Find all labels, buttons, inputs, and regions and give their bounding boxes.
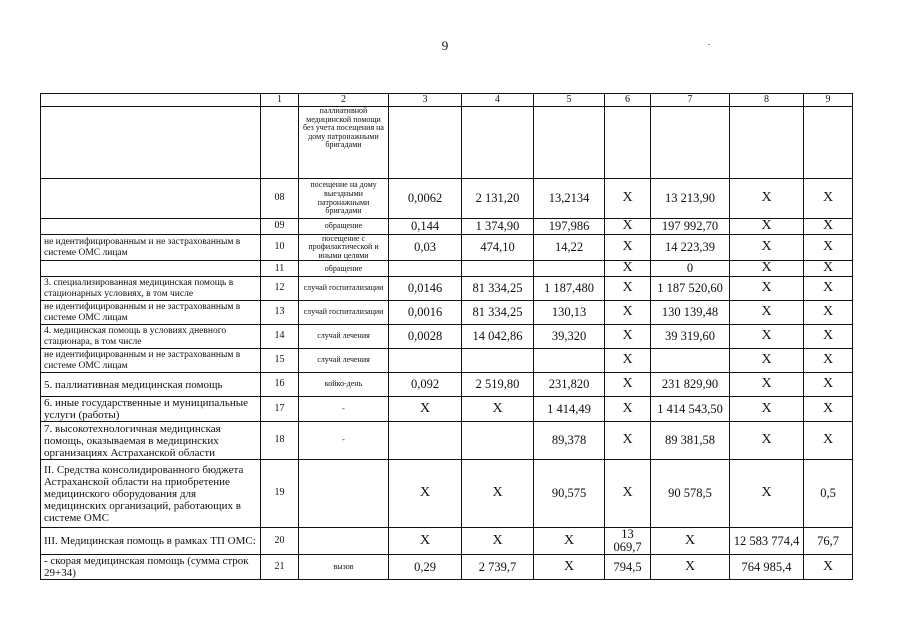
value-cell-c9: 764 985,4 bbox=[730, 555, 804, 580]
value-cell-c6: 14,22 bbox=[534, 234, 605, 261]
value-cell-c4: 0,03 bbox=[389, 234, 462, 261]
value-cell-c8: 1 414 543,50 bbox=[651, 397, 730, 422]
value-cell-c4 bbox=[389, 107, 462, 179]
header-cell: 1 bbox=[261, 94, 299, 107]
value-cell-c6: X bbox=[534, 528, 605, 555]
value-cell-c8: 39 319,60 bbox=[651, 325, 730, 349]
table-row bbox=[41, 277, 853, 301]
table-row bbox=[41, 528, 853, 555]
table-row bbox=[41, 325, 853, 349]
row-unit-cell: случай лечения bbox=[299, 349, 389, 373]
table-row bbox=[41, 373, 853, 397]
value-cell-c4 bbox=[389, 422, 462, 460]
value-cell-c10: X bbox=[804, 349, 853, 373]
row-unit-cell: паллиативной медицинской помощи без учета посещения на дому патронажными бригадами bbox=[299, 107, 389, 179]
value-cell-c7: X bbox=[605, 219, 651, 235]
value-cell-c10: 76,7 bbox=[804, 528, 853, 555]
value-cell-c4: 0,092 bbox=[389, 373, 462, 397]
value-cell-c9: 12 583 774,4 bbox=[730, 528, 804, 555]
row-unit-cell: обращение bbox=[299, 219, 389, 235]
row-unit-cell: случай госпитализации bbox=[299, 277, 389, 301]
value-cell-c8: 89 381,58 bbox=[651, 422, 730, 460]
row-code-cell: 18 bbox=[261, 422, 299, 460]
table-row bbox=[41, 179, 853, 219]
value-cell-c5: 14 042,86 bbox=[462, 325, 534, 349]
row-code-cell: 21 bbox=[261, 555, 299, 580]
value-cell-c8 bbox=[651, 349, 730, 373]
table-row bbox=[41, 234, 853, 261]
row-unit-cell bbox=[299, 528, 389, 555]
value-cell-c8: 1 187 520,60 bbox=[651, 277, 730, 301]
value-cell-c8: X bbox=[651, 555, 730, 580]
value-cell-c4 bbox=[389, 261, 462, 277]
header-cell: 9 bbox=[804, 94, 853, 107]
value-cell-c5 bbox=[462, 107, 534, 179]
value-cell-c5: 81 334,25 bbox=[462, 301, 534, 325]
scan-speck bbox=[708, 44, 710, 45]
page-number: 9 bbox=[441, 38, 449, 53]
value-cell-c9: X bbox=[730, 422, 804, 460]
header-cell: 6 bbox=[605, 94, 651, 107]
row-unit-cell: - bbox=[299, 422, 389, 460]
header-cell: 2 bbox=[299, 94, 389, 107]
row-code-cell: 14 bbox=[261, 325, 299, 349]
value-cell-c7: X bbox=[605, 373, 651, 397]
value-cell-c6: 39,320 bbox=[534, 325, 605, 349]
row-code-cell: 09 bbox=[261, 219, 299, 235]
value-cell-c7: 13 069,7 bbox=[605, 528, 651, 555]
value-cell-c5: 474,10 bbox=[462, 234, 534, 261]
table-row bbox=[41, 422, 853, 460]
value-cell-c6: 13,2134 bbox=[534, 179, 605, 219]
value-cell-c10: 0,5 bbox=[804, 460, 853, 528]
row-name-cell: не идентифицированным и не застрахованным в системе ОМС лицам bbox=[41, 349, 261, 373]
value-cell-c9: X bbox=[730, 460, 804, 528]
value-cell-c6: 197,986 bbox=[534, 219, 605, 235]
value-cell-c5: 81 334,25 bbox=[462, 277, 534, 301]
row-unit-cell: посещение с профилактической и иными целями bbox=[299, 234, 389, 261]
value-cell-c6: 130,13 bbox=[534, 301, 605, 325]
value-cell-c8: 231 829,90 bbox=[651, 373, 730, 397]
value-cell-c7: X bbox=[605, 397, 651, 422]
row-code-cell: 13 bbox=[261, 301, 299, 325]
row-unit-cell: вызов bbox=[299, 555, 389, 580]
value-cell-c10: X bbox=[804, 397, 853, 422]
value-cell-c7: X bbox=[605, 234, 651, 261]
row-name-cell: 6. иные государственные и муниципальные услуги (работы) bbox=[41, 397, 261, 422]
value-cell-c6: X bbox=[534, 555, 605, 580]
value-cell-c10: X bbox=[804, 422, 853, 460]
value-cell-c8: 14 223,39 bbox=[651, 234, 730, 261]
row-name-cell: не идентифицированным и не застрахованным в системе ОМС лицам bbox=[41, 301, 261, 325]
value-cell-c10 bbox=[804, 107, 853, 179]
row-name-cell: 5. паллиативная медицинская помощь bbox=[41, 373, 261, 397]
value-cell-c9: X bbox=[730, 301, 804, 325]
value-cell-c4: X bbox=[389, 397, 462, 422]
value-cell-c9: X bbox=[730, 373, 804, 397]
value-cell-c8: 13 213,90 bbox=[651, 179, 730, 219]
value-cell-c6: 1 187,480 bbox=[534, 277, 605, 301]
value-cell-c5: X bbox=[462, 397, 534, 422]
value-cell-c9: X bbox=[730, 234, 804, 261]
value-cell-c4: X bbox=[389, 528, 462, 555]
value-cell-c5: 2 131,20 bbox=[462, 179, 534, 219]
row-unit-cell: - bbox=[299, 397, 389, 422]
row-code-cell: 10 bbox=[261, 234, 299, 261]
row-name-cell: 7. высокотехнологичная медицинская помощь, оказываемая в медицинских организациях Астраханской области bbox=[41, 422, 261, 460]
value-cell-c6 bbox=[534, 107, 605, 179]
value-cell-c9: X bbox=[730, 219, 804, 235]
row-unit-cell: койко-день bbox=[299, 373, 389, 397]
row-name-cell: III. Медицинская помощь в рамках ТП ОМС: bbox=[41, 528, 261, 555]
value-cell-c4: 0,0028 bbox=[389, 325, 462, 349]
value-cell-c10: X bbox=[804, 555, 853, 580]
value-cell-c10: X bbox=[804, 219, 853, 235]
row-unit-cell bbox=[299, 460, 389, 528]
value-cell-c9 bbox=[730, 107, 804, 179]
value-cell-c5: 1 374,90 bbox=[462, 219, 534, 235]
row-code-cell: 12 bbox=[261, 277, 299, 301]
row-name-cell bbox=[41, 107, 261, 179]
value-cell-c6: 1 414,49 bbox=[534, 397, 605, 422]
table-row bbox=[41, 219, 853, 235]
value-cell-c4: 0,0016 bbox=[389, 301, 462, 325]
value-cell-c7: X bbox=[605, 277, 651, 301]
value-cell-c7 bbox=[605, 107, 651, 179]
value-cell-c10: X bbox=[804, 179, 853, 219]
value-cell-c5: 2 519,80 bbox=[462, 373, 534, 397]
value-cell-c7: X bbox=[605, 349, 651, 373]
row-unit-cell: обращение bbox=[299, 261, 389, 277]
header-cell: 3 bbox=[389, 94, 462, 107]
table-row bbox=[41, 460, 853, 528]
value-cell-c9: X bbox=[730, 325, 804, 349]
value-cell-c5 bbox=[462, 261, 534, 277]
value-cell-c4: 0,144 bbox=[389, 219, 462, 235]
value-cell-c9: X bbox=[730, 397, 804, 422]
value-cell-c10: X bbox=[804, 301, 853, 325]
value-cell-c6 bbox=[534, 261, 605, 277]
data-table bbox=[40, 93, 853, 580]
table-row bbox=[41, 261, 853, 277]
value-cell-c7: X bbox=[605, 301, 651, 325]
value-cell-c8 bbox=[651, 107, 730, 179]
value-cell-c6: 231,820 bbox=[534, 373, 605, 397]
header-cell: 7 bbox=[651, 94, 730, 107]
table-row bbox=[41, 301, 853, 325]
value-cell-c5 bbox=[462, 422, 534, 460]
value-cell-c7: X bbox=[605, 261, 651, 277]
row-code-cell: 17 bbox=[261, 397, 299, 422]
row-name-cell: 3. специализированная медицинская помощь в стационарных условиях, в том числе bbox=[41, 277, 261, 301]
row-name-cell: II. Средства консолидированного бюджета Астраханской области на приобретение медицинского оборудования для медицинских организаций, работающих в системе ОМС bbox=[41, 460, 261, 528]
row-unit-cell: случай лечения bbox=[299, 325, 389, 349]
row-code-cell: 20 bbox=[261, 528, 299, 555]
header-cell: 4 bbox=[462, 94, 534, 107]
row-name-cell: - скорая медицинская помощь (сумма строк 29+34) bbox=[41, 555, 261, 580]
value-cell-c10: X bbox=[804, 373, 853, 397]
value-cell-c4: 0,0146 bbox=[389, 277, 462, 301]
row-name-cell bbox=[41, 179, 261, 219]
value-cell-c9: X bbox=[730, 349, 804, 373]
table-row bbox=[41, 107, 853, 179]
value-cell-c6 bbox=[534, 349, 605, 373]
value-cell-c6: 90,575 bbox=[534, 460, 605, 528]
value-cell-c8: 90 578,5 bbox=[651, 460, 730, 528]
row-unit-cell: случай госпитализации bbox=[299, 301, 389, 325]
row-code-cell: 19 bbox=[261, 460, 299, 528]
value-cell-c7: 794,5 bbox=[605, 555, 651, 580]
header-cell: 8 bbox=[730, 94, 804, 107]
header-cell: 5 bbox=[534, 94, 605, 107]
value-cell-c9: X bbox=[730, 277, 804, 301]
value-cell-c5 bbox=[462, 349, 534, 373]
header-row bbox=[41, 94, 853, 107]
value-cell-c4: 0,0062 bbox=[389, 179, 462, 219]
row-unit-cell: посещение на дому выездными патронажными бригадами bbox=[299, 179, 389, 219]
value-cell-c4: X bbox=[389, 460, 462, 528]
value-cell-c7: X bbox=[605, 460, 651, 528]
row-code-cell: 16 bbox=[261, 373, 299, 397]
value-cell-c10: X bbox=[804, 261, 853, 277]
value-cell-c10: X bbox=[804, 234, 853, 261]
value-cell-c4 bbox=[389, 349, 462, 373]
row-code-cell: 11 bbox=[261, 261, 299, 277]
value-cell-c5: X bbox=[462, 528, 534, 555]
value-cell-c7: X bbox=[605, 422, 651, 460]
row-name-cell bbox=[41, 261, 261, 277]
table-row bbox=[41, 349, 853, 373]
value-cell-c7: X bbox=[605, 179, 651, 219]
value-cell-c8: 130 139,48 bbox=[651, 301, 730, 325]
value-cell-c7: X bbox=[605, 325, 651, 349]
row-name-cell: 4. медицинская помощь в условиях дневного стационара, в том числе bbox=[41, 325, 261, 349]
value-cell-c8: X bbox=[651, 528, 730, 555]
value-cell-c5: 2 739,7 bbox=[462, 555, 534, 580]
value-cell-c9: X bbox=[730, 179, 804, 219]
row-name-cell: не идентифицированным и не застрахованным в системе ОМС лицам bbox=[41, 234, 261, 261]
value-cell-c9: X bbox=[730, 261, 804, 277]
row-code-cell bbox=[261, 107, 299, 179]
header-cell-blank bbox=[41, 94, 261, 107]
value-cell-c10: X bbox=[804, 325, 853, 349]
table-row bbox=[41, 555, 853, 580]
row-code-cell: 15 bbox=[261, 349, 299, 373]
value-cell-c4: 0,29 bbox=[389, 555, 462, 580]
table-row bbox=[41, 397, 853, 422]
value-cell-c5: X bbox=[462, 460, 534, 528]
value-cell-c10: X bbox=[804, 277, 853, 301]
value-cell-c8: 197 992,70 bbox=[651, 219, 730, 235]
row-name-cell bbox=[41, 219, 261, 235]
value-cell-c8: 0 bbox=[651, 261, 730, 277]
row-code-cell: 08 bbox=[261, 179, 299, 219]
value-cell-c6: 89,378 bbox=[534, 422, 605, 460]
